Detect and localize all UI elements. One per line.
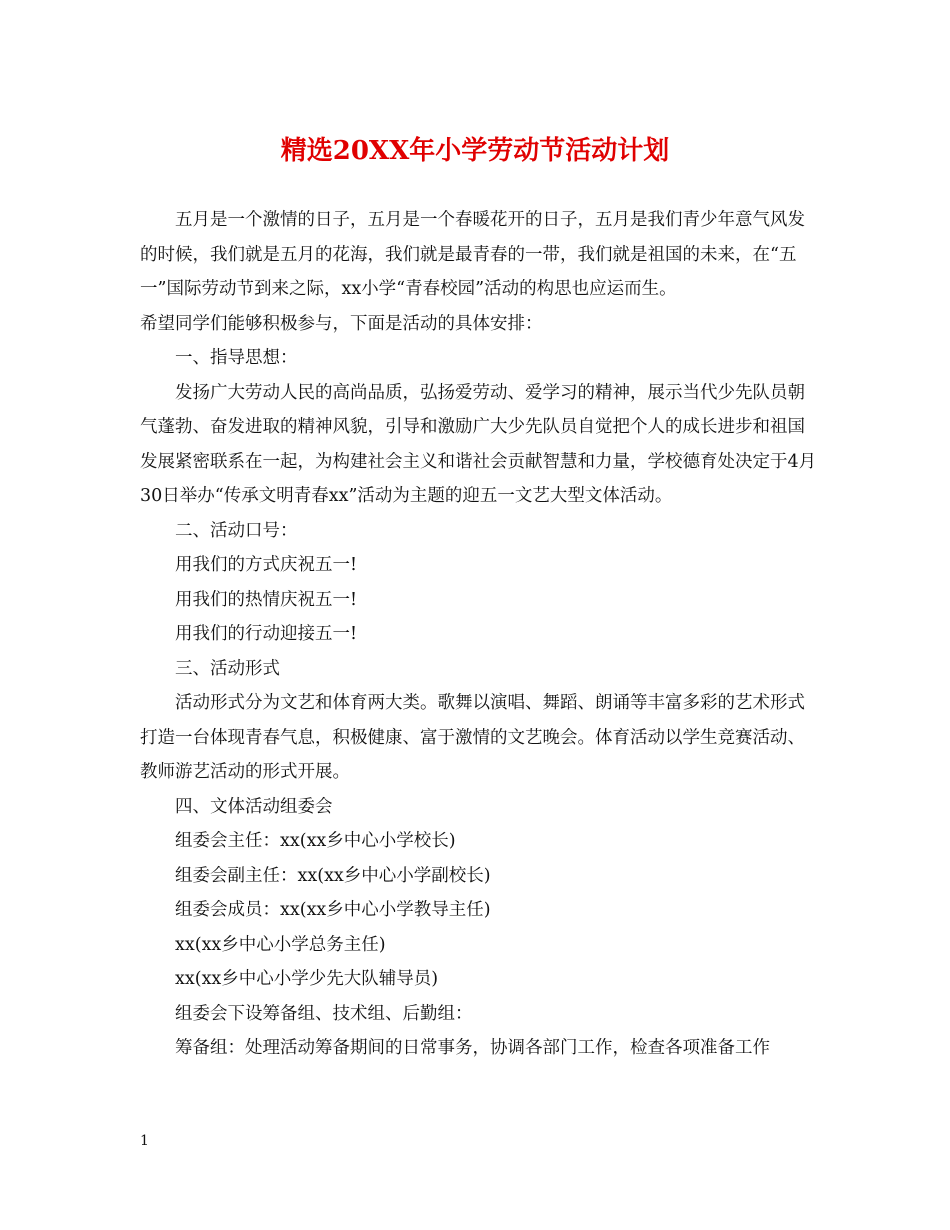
- paragraph-intro: 五月是一个激情的日子，五月是一个春暖花开的日子，五月是我们青少年意气风发的时候，我们就是五月的花海，我们就是最青春的一带，我们就是祖国的未来，在“五一”国际劳动节到来之际，xx小学“青春校园”活动的构思也应运而生。: [140, 210, 805, 299]
- slogan-item: 用我们的方式庆祝五一!: [175, 555, 358, 575]
- slogan-item: 用我们的行动迎接五一!: [175, 624, 358, 644]
- committee-item: xx(xx乡中心小学少先大队辅导员): [175, 969, 439, 989]
- paragraph-guiding-ideas: 发扬广大劳动人民的高尚品质，弘扬爱劳动、爱学习的精神，展示当代少先队员朝气蓬勃、奋发进取的精神风貌，引导和激励广大少先队员自觉把个人的成长进步和祖国发展紧密联系在一起，为构建社会主义和谐社会贡献智慧和力量，学校德育处决定于4月30日举办“传承文明青春xx”活动为主题的迎五一文艺大型文体活动。: [140, 382, 817, 506]
- committee-groups: 组委会下设筹备组、技术组、后勤组：: [175, 1003, 473, 1024]
- paragraph-intro-continued: 希望同学们能够积极参与，下面是活动的具体安排：: [140, 313, 543, 334]
- section-heading-guiding-ideas: 一、指导思想：: [175, 348, 298, 368]
- paragraph-activity-form: 活动形式分为文艺和体育两大类。歌舞以演唱、舞蹈、朗诵等丰富多彩的艺术形式打造一台体现青春气息，积极健康、富于激情的文艺晚会。体育活动以学生竞赛活动、教师游艺活动的形式开展。: [140, 693, 805, 782]
- paragraph-prep-group: 筹备组：处理活动筹备期间的日常事务，协调各部门工作，检查各项准备工作: [175, 1038, 770, 1058]
- document-body: [140, 203, 820, 1066]
- section-heading-committee: 四、文体活动组委会: [175, 796, 333, 817]
- section-heading-activity-form: 三、活动形式: [175, 658, 280, 679]
- committee-item: xx(xx乡中心小学总务主任): [175, 934, 386, 955]
- slogan-item: 用我们的热情庆祝五一!: [175, 589, 358, 610]
- section-heading-slogans: 二、活动口号：: [175, 520, 298, 541]
- committee-item: 组委会成员：xx(xx乡中心小学教导主任): [175, 900, 491, 920]
- committee-item: 组委会主任：xx(xx乡中心小学校长): [175, 831, 456, 851]
- document-title: 精选20XX年小学劳动节活动计划: [280, 136, 670, 166]
- page-number: 1: [140, 1133, 149, 1149]
- committee-item: 组委会副主任：xx(xx乡中心小学副校长): [175, 865, 491, 886]
